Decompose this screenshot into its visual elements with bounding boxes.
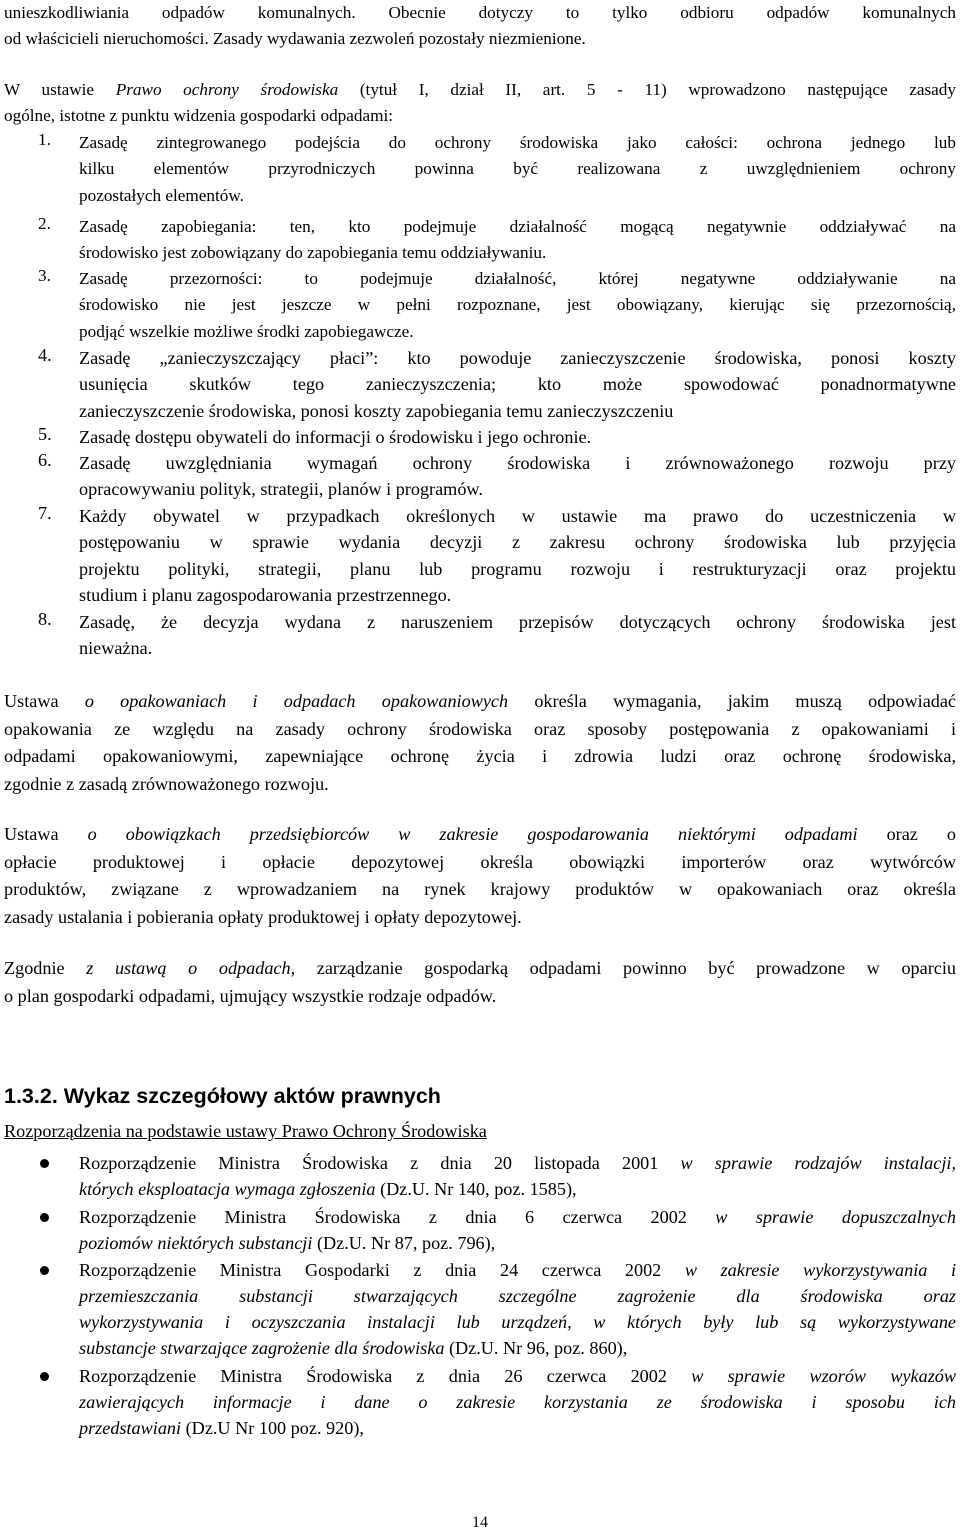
regulation-text-fragment: (Dz.U. Nr 140, poz. 1585),	[375, 1179, 577, 1199]
obowiazki-line-1: Ustawa o obowiązkach przedsiębiorców w zakresie gospodarowania niektórymi odpadami oraz o	[4, 824, 957, 844]
prawo-title: Prawo ochrony środowiska	[115, 80, 339, 99]
regulation-item	[79, 1204, 956, 1256]
opakowania-line-4: zgodnie z zasadą zrównoważonego rozwoju.	[4, 773, 329, 794]
principle-text	[79, 266, 956, 345]
principle-line: pozostałych elementów.	[79, 185, 244, 205]
principle-line: Zasadę przezorności: to podejmuje działalność, której negatywne oddziaływanie na	[79, 269, 956, 288]
principle-line: Zasadę, że decyzja wydana z naruszeniem przepisów dotyczących ochrony środowiska jest	[79, 612, 956, 632]
section-subheading: Rozporządzenia na podstawie ustawy Prawo Ochrony Środowiska	[4, 1121, 487, 1141]
principle-number: 5.	[38, 424, 52, 444]
principle-line: Zasadę uwzględniania wymagań ochrony środowiska i zrównoważonego rozwoju przy	[79, 453, 956, 473]
principle-line: projektu polityki, strategii, planu lub programu rozwoju i restrukturyzacji oraz projektu	[79, 558, 956, 579]
bullet-icon	[38, 1372, 52, 1386]
regulation-line	[79, 1389, 956, 1415]
regulation-text-fragment: Rozporządzenie Ministra Gospodarki z dnia 24 czerwca 2002	[79, 1260, 685, 1280]
prawo-paragraph	[4, 77, 956, 129]
principle-line: nieważna.	[79, 638, 153, 659]
principle-line: podjąć wszelkie możliwe środki zapobiegawcze.	[79, 321, 414, 341]
regulation-title-fragment: których eksploatacja wymaga zgłoszenia	[79, 1179, 376, 1199]
principle-line: Zasadę dostępu obywateli do informacji o środowisku i jego ochronie.	[79, 427, 592, 447]
regulation-line	[79, 1176, 956, 1202]
principle-line: środowisko nie jest jeszcze w pełni rozpoznane, jest obowiązany, kierując się przezornością,	[79, 295, 956, 315]
intro-line-1: unieszkodliwiania odpadów komunalnych. Obecnie dotyczy to tylko odbioru odpadów komunalnych	[4, 3, 956, 22]
obowiazki-paragraph	[4, 821, 956, 931]
principle-number: 4.	[38, 345, 52, 365]
principle-line: Zasadę zintegrowanego podejścia do ochrony środowiska jako całości: ochrona jednego lub	[79, 133, 956, 152]
regulation-line	[79, 1150, 956, 1176]
regulation-text-fragment: Rozporządzenie Ministra Środowiska z dnia 26 czerwca 2002	[79, 1366, 692, 1386]
principle-number: 1.	[38, 130, 51, 149]
regulation-text-fragment: (Dz.U Nr 100 poz. 920),	[181, 1418, 364, 1438]
principle-text	[79, 345, 956, 424]
obowiazki-title: o obowiązkach przedsiębiorców w zakresie gospodarowania niektórymi odpadami	[87, 824, 858, 844]
principle-number: 8.	[38, 609, 52, 629]
principle-text	[79, 424, 956, 450]
principle-number: 3.	[38, 266, 51, 285]
opakowania-line-2: opakowania ze względu na zasady ochrony środowiska oraz sposoby postępowania z opakowaniami i	[4, 718, 956, 739]
regulation-text-fragment: Rozporządzenie Ministra Środowiska z dnia 6 czerwca 2002	[79, 1207, 716, 1227]
regulation-title-fragment: w sprawie dopuszczalnych	[715, 1207, 956, 1227]
principle-line: postępowaniu w sprawie wydania decyzji z zakresu ochrony środowiska lub przyjęcia	[79, 532, 956, 553]
regulation-line	[79, 1283, 956, 1309]
opakowania-line-3: odpadami opakowaniowymi, zapewniające ochronę życia i zdrowia ludzi oraz ochronę środowiska,	[4, 746, 956, 766]
principle-text	[79, 609, 956, 662]
regulation-line	[79, 1257, 956, 1283]
obowiazki-line-3: produktów, związane z wprowadzaniem na rynek krajowy produktów w opakowaniach oraz określa	[4, 879, 956, 899]
prawo-line-1: W ustawie Prawo ochrony środowiska (tytuł I, dział II, art. 5 - 11) wprowadzono następujące zasady	[4, 80, 956, 99]
bullet-icon	[38, 1266, 52, 1280]
intro-line-2: od właścicieli nieruchomości. Zasady wydawania zezwoleń pozostały niezmienione.	[4, 29, 586, 48]
regulation-text-fragment: Rozporządzenie Ministra Środowiska z dnia 20 listopada 2001	[79, 1153, 681, 1173]
principle-line: Zasadę zapobiegania: ten, kto podejmuje działalność mogącą negatywnie oddziaływać na	[79, 217, 956, 236]
regulation-title-fragment: substancje stwarzające zagrożenie dla środowiska	[79, 1338, 445, 1358]
regulation-title-fragment: zawierających informacje i dane o zakresie korzystania ze środowiska i sposobu ich	[79, 1392, 956, 1412]
principle-text	[79, 130, 956, 209]
principle-number: 2.	[38, 214, 51, 233]
regulation-line	[79, 1415, 956, 1441]
regulation-line	[79, 1363, 956, 1389]
odpady-line-2: o plan gospodarki odpadami, ujmujący wszystkie rodzaje odpadów.	[4, 985, 497, 1006]
principle-line: zanieczyszczenie środowiska, ponosi koszty zapobiegania temu zanieczyszczeniu	[79, 400, 674, 421]
regulation-title-fragment: poziomów niektórych substancji	[79, 1233, 313, 1253]
regulation-item	[79, 1363, 956, 1441]
regulation-line	[79, 1335, 956, 1361]
principle-text	[79, 503, 956, 609]
regulation-title-fragment: wykorzystywania i oczyszczania instalacji lub urządzeń, w których były lub są wykorzystywane	[79, 1312, 956, 1332]
odpady-title: z ustawą o odpadach,	[86, 958, 296, 978]
intro-paragraph	[4, 0, 956, 52]
opakowania-paragraph	[4, 688, 956, 798]
bullet-icon	[38, 1213, 52, 1227]
opakowania-title: o opakowaniach i odpadach opakowaniowych	[84, 691, 509, 711]
page-number: 14	[472, 1514, 488, 1531]
regulation-text-fragment: (Dz.U. Nr 96, poz. 860),	[444, 1338, 628, 1358]
principle-line: usunięcia skutków tego zanieczyszczenia; kto może spowodować ponadnormatywne	[79, 374, 956, 395]
odpady-paragraph	[4, 955, 956, 1010]
principle-line: kilku elementów przyrodniczych powinna być realizowana z uwzględnieniem ochrony	[79, 159, 956, 179]
prawo-line-2: ogólne, istotne z punktu widzenia gospodarki odpadami:	[4, 106, 394, 125]
regulation-title-fragment: w sprawie wzorów wykazów	[691, 1366, 956, 1386]
regulation-title-fragment: w sprawie rodzajów instalacji,	[680, 1153, 956, 1173]
opakowania-line-1: Ustawa o opakowaniach i odpadach opakowaniowych określa wymagania, jakim muszą odpowiadać	[4, 691, 957, 711]
regulation-line	[79, 1204, 956, 1230]
regulation-line	[79, 1230, 956, 1256]
regulation-item	[79, 1257, 956, 1361]
principle-text	[79, 214, 956, 267]
regulation-title-fragment: w zakresie wykorzystywania i	[684, 1260, 957, 1280]
regulation-title-fragment: przemieszczania substancji stwarzających szczególne zagrożenie dla środowiska oraz	[79, 1286, 956, 1306]
principle-number: 7.	[38, 503, 52, 523]
regulation-text-fragment: (Dz.U. Nr 87, poz. 796),	[312, 1233, 496, 1253]
obowiazki-line-2: opłacie produktowej i opłacie depozytowej określa obowiązki importerów oraz wytwórców	[4, 851, 956, 872]
bullet-icon	[38, 1159, 52, 1173]
principle-number: 6.	[38, 450, 52, 470]
principle-line: Każdy obywatel w przypadkach określonych w ustawie ma prawo do uczestniczenia w	[79, 506, 956, 526]
principle-line: opracowywaniu polityk, strategii, planów i programów.	[79, 479, 483, 500]
principle-line: studium i planu zagospodarowania przestrzennego.	[79, 585, 452, 606]
section-heading: 1.3.2. Wykaz szczegółowy aktów prawnych	[4, 1084, 441, 1108]
principle-text	[79, 450, 956, 503]
principle-line: Zasadę „zanieczyszczający płaci”: kto powoduje zanieczyszczenie środowiska, ponosi koszty	[79, 348, 956, 368]
obowiazki-line-4: zasady ustalania i pobierania opłaty produktowej i opłaty depozytowej.	[4, 906, 522, 927]
regulation-item	[79, 1150, 956, 1202]
regulation-line	[79, 1309, 956, 1335]
principle-line: środowisko jest zobowiązany do zapobiegania temu oddziaływaniu.	[79, 243, 547, 263]
regulation-title-fragment: przedstawiani	[79, 1418, 182, 1438]
odpady-line-1: Zgodnie z ustawą o odpadach, zarządzanie gospodarką odpadami powinno być prowadzone w oparciu	[4, 958, 956, 978]
